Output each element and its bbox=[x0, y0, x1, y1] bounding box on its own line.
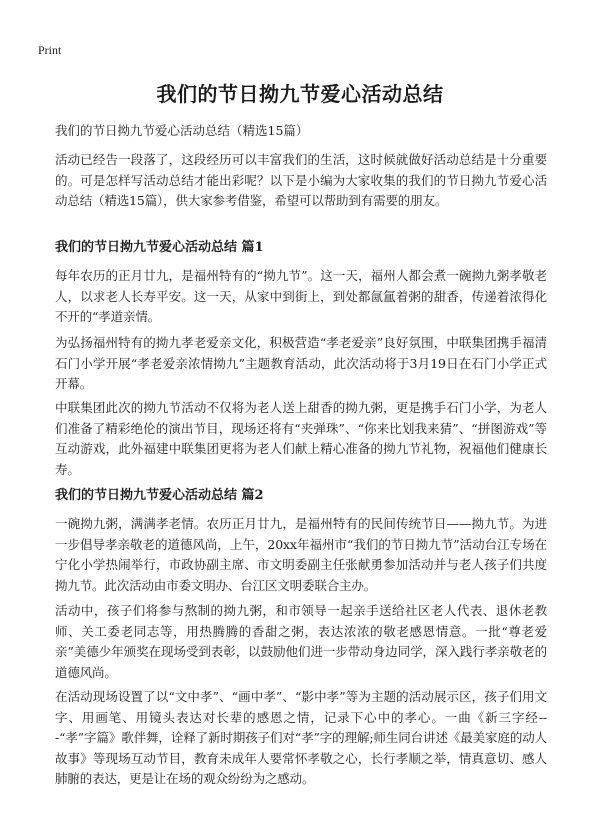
section-1-paragraph-1: 每年农历的正月廿九，是福州特有的“拗九节”。这一天，福州人都会煮一碗拗九粥孝敬老人，以求老人长寿平安。这一天，从家中到街上，到处都氤氲着粥的甜香，传递着浓得化不开的“孝道亲情。 bbox=[55, 268, 547, 324]
document-subtitle: 我们的节日拗九节爱心活动总结（精选15篇） bbox=[55, 123, 309, 138]
page-title: 我们的节日拗九节爱心活动总结 bbox=[156, 82, 444, 106]
section-2-paragraph-3: 在活动现场设置了以“文中孝”、“画中孝”、“影中孝”等为主题的活动展示区，孩子们用文字、用画笔、用镜头表达对长辈的感恩之情，记录下心中的孝心。一曲《新三字经---“孝”字篇》歌伴舞，诠释了新时期孩子们对“孝”字的理解;师生同台讲述《最美家庭的动人故事》等现场互动节目，教育未成年人要常怀孝敬之心，长行孝顺之举，情真意切、感人肺腑的表达，更是让在场的观众纷纷为之感动。 bbox=[55, 689, 547, 786]
section-heading-2: 我们的节日拗九节爱心活动总结 篇2 bbox=[55, 488, 264, 503]
section-2-paragraph-2: 活动中，孩子们将参与熬制的拗九粥，和市领导一起亲手送给社区老人代表、退休老教师、关工委老同志等，用热腾腾的香甜之粥，表达浓浓的敬老感恩情意。一批“尊老爱亲”美德少年颁奖在现场受到表彰，以鼓励他们进一步带动身边同学，深入践行孝亲敬老的道德风尚。 bbox=[55, 603, 547, 680]
print-label[interactable]: Print bbox=[38, 43, 62, 57]
section-heading-1: 我们的节日拗九节爱心活动总结 篇1 bbox=[55, 240, 264, 255]
section-2-paragraph-1: 一碗拗九粥，满满孝老情。农历正月廿九，是福州特有的民间传统节日——拗九节。为进一步倡导孝亲敬老的道德风尚，上午，20xx年福州市“我们的节日拗九节”活动台江专场在宁化小学热闹举行，市政协副主席、市文明委副主任张献勇参加活动并与老人孩子们共度拗九节。此次活动由市委文明办、台江区文明委联合主办。 bbox=[55, 516, 547, 593]
section-1-paragraph-3: 中联集团此次的拗九节活动不仅将为老人送上甜香的拗九粥，更是携手石门小学，为老人们准备了精彩绝伦的演出节目，现场还将有“夹弹珠”、“你来比划我来猜”、“拼图游戏”等互动游戏，此外福建中联集团更将为老人们献上精心准备的拗九节礼物，祝福他们健康长寿。 bbox=[55, 400, 547, 477]
intro-paragraph: 活动已经告一段落了，这段经历可以丰富我们的生活，这时候就做好活动总结是十分重要的。可是怎样写活动总结才能出彩呢？以下是小编为大家收集的我们的节日拗九节爱心活动总结（精选15篇），供大家参考借鉴，希望可以帮助到有需要的朋友。 bbox=[55, 152, 547, 208]
section-1-paragraph-2: 为弘扬福州特有的拗九孝老爱亲文化，积极营造“孝老爱亲”良好氛围，中联集团携手福清石门小学开展“孝老爱亲浓情拗九”主题教育活动，此次活动将于3月19日在石门小学正式开幕。 bbox=[55, 335, 547, 391]
